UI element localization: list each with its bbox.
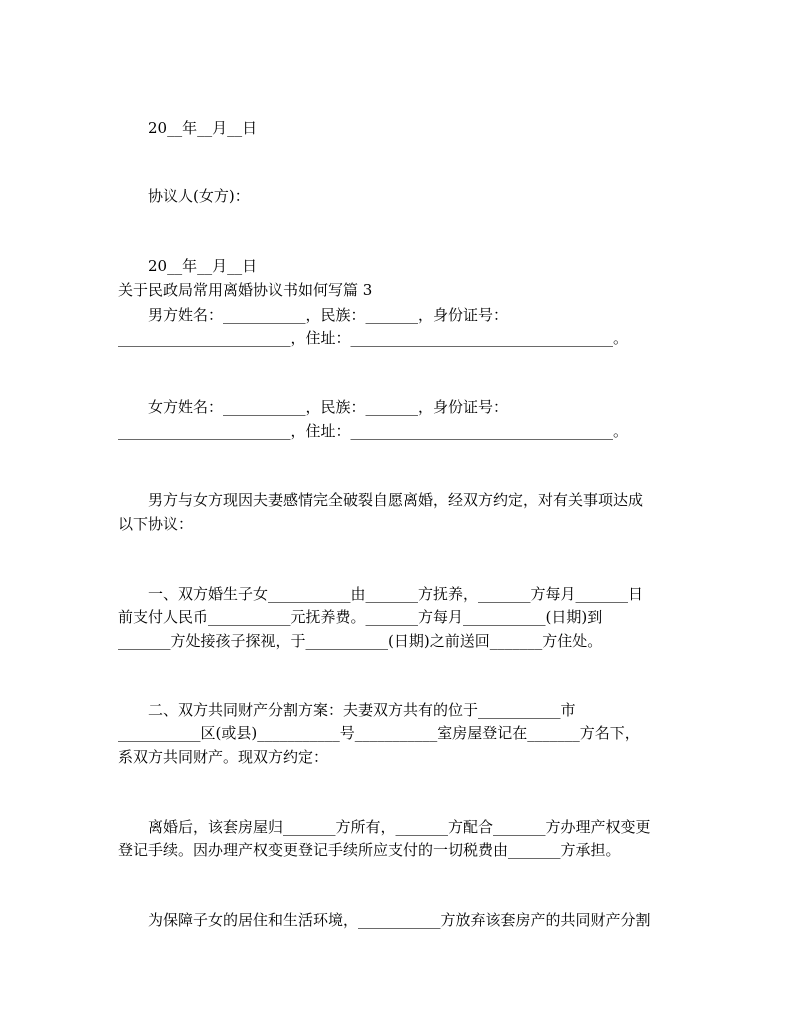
clause-1-line-3: _______方处接孩子探视，于___________(日期)之前送回_______方住处。 bbox=[118, 632, 603, 650]
section-heading: 关于民政局常用离婚协议书如何写篇 3 bbox=[118, 281, 373, 299]
female-address-line: _______________________，住址：___________________________________。 bbox=[118, 422, 629, 440]
male-address-line: _______________________，住址：___________________________________。 bbox=[118, 329, 629, 347]
clause-2-line-1: 二、双方共同财产分割方案：夫妻双方共有的位于___________市 bbox=[148, 701, 576, 719]
male-name-line: 男方姓名：___________，民族：_______，身份证号： bbox=[148, 306, 509, 324]
date-line-1: 20__年__月__日 bbox=[148, 119, 258, 137]
clause-2-line-2: ___________区(或县)___________号___________室房屋登记在_______方名下， bbox=[118, 724, 640, 742]
intro-paragraph-line-1: 男方与女方现因夫妻感情完全破裂自愿离婚，经双方约定，对有关事项达成 bbox=[148, 491, 644, 509]
date-line-2: 20__年__月__日 bbox=[148, 257, 258, 275]
children-paragraph-line-1: 为保障子女的居住和生活环境，___________方放弃该套房产的共同财产分割 bbox=[148, 911, 651, 929]
clause-2-line-3: 系双方共同财产。现双方约定： bbox=[118, 748, 329, 766]
property-paragraph-line-2: 登记手续。因办理产权变更登记手续所应支付的一切税费由_______方承担。 bbox=[118, 841, 621, 859]
intro-paragraph-line-2: 以下协议： bbox=[118, 515, 194, 533]
clause-1-line-1: 一、双方婚生子女___________由_______方抚养，_______方每月_______日 bbox=[148, 585, 644, 603]
female-name-line: 女方姓名：___________，民族：_______，身份证号： bbox=[148, 398, 509, 416]
property-paragraph-line-1: 离婚后，该套房屋归_______方所有，_______方配合_______方办理产权变更 bbox=[148, 818, 651, 836]
clause-1-line-2: 前支付人民币___________元抚养费。_______方每月___________(日期)到 bbox=[118, 608, 603, 626]
party-female-label: 协议人(女方)： bbox=[148, 187, 250, 205]
